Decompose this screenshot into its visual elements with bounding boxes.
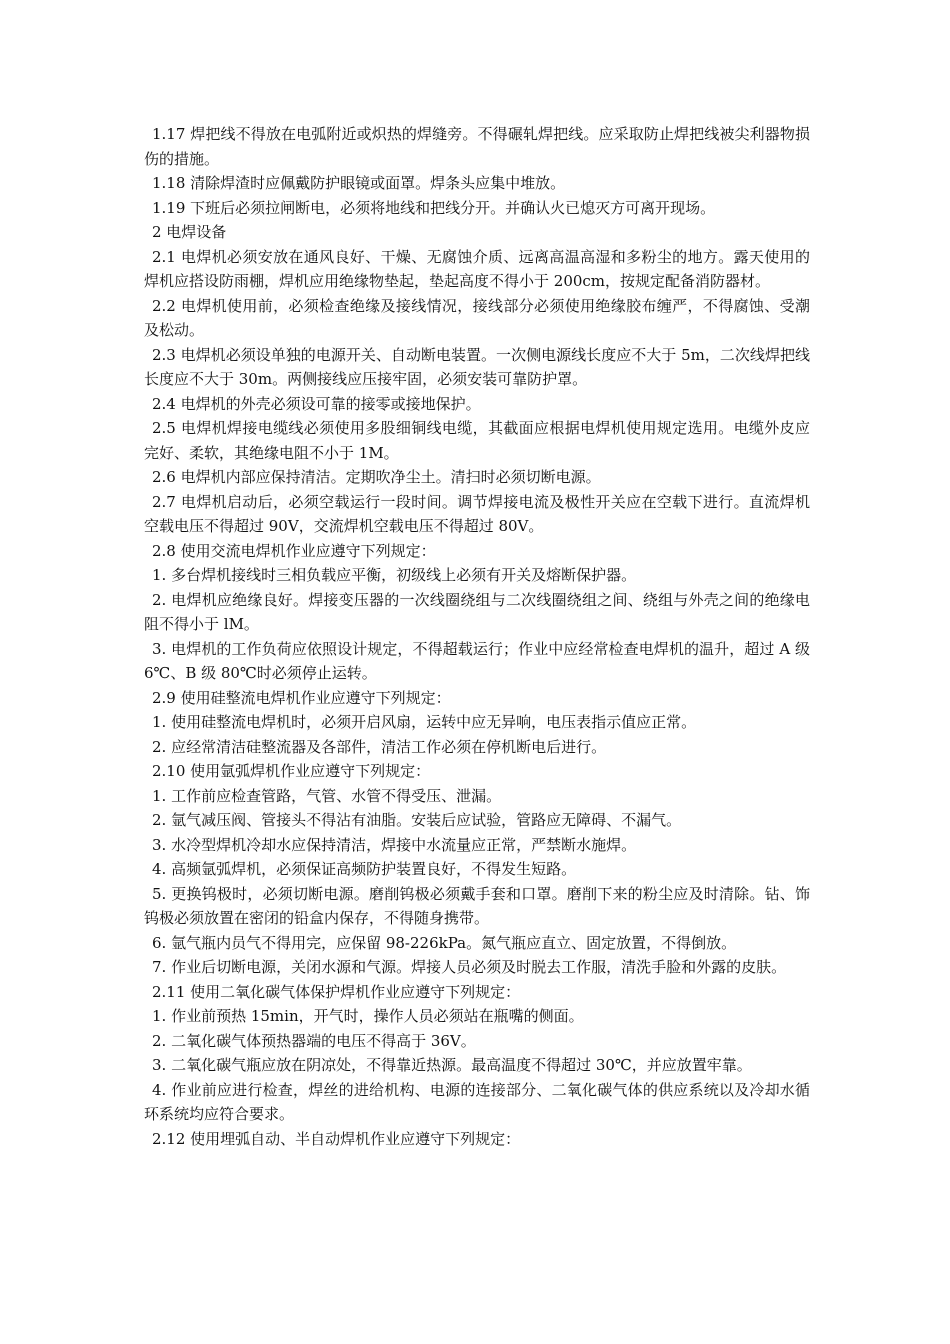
- paragraph-2-4: 2.4 电焊机的外壳必须设可靠的接零或接地保护。: [152, 394, 481, 413]
- list-item-2-11-3: 3. 二氧化碳气瓶应放在阴凉处，不得靠近热源。最高温度不得超过 30℃，并应放置牢靠。: [152, 1056, 752, 1074]
- paragraph-2-2: 2.2 电焊机使用前，必须检查绝缘及接线情况，接线部分必须使用绝缘胶布缠严，不得腐蚀、受潮及松动。: [144, 296, 810, 339]
- list-item-2-10-7: 7. 作业后切断电源，关闭水源和气源。焊接人员必须及时脱去工作服，清洗手脸和外露的皮肤。: [152, 958, 787, 976]
- list-item-2-10-4: 4. 高频氩弧焊机，必须保证高频防护装置良好，不得发生短路。: [152, 860, 577, 878]
- paragraph-2-12: 2.12 使用埋弧自动、半自动焊机作业应遵守下列规定：: [152, 1129, 521, 1148]
- paragraph-2-3: 2.3 电焊机必须设单独的电源开关、自动断电装置。一次侧电源线长度应不大于 5m，二次线焊把线长度应不大于 30m。两侧接线应压接牢固，必须安装可靠防护罩。: [144, 345, 810, 388]
- list-item-2-10-5: 5. 更换钨极时，必须切断电源。磨削钨极必须戴手套和口罩。磨削下来的粉尘应及时清除。钻、饰钨极必须放置在密闭的铅盒内保存，不得随身携带。: [144, 884, 810, 927]
- list-item-2-11-4: 4. 作业前应进行检查，焊丝的进给机构、电源的连接部分、二氧化碳气体的供应系统以及冷却水循环系统均应符合要求。: [144, 1080, 810, 1123]
- paragraph-2-5: 2.5 电焊机焊接电缆线必须使用多股细铜线电缆，其截面应根据电焊机使用规定选用。电缆外皮应完好、柔软，其绝缘电阻不小于 1M。: [144, 419, 810, 462]
- paragraph-2-10: 2.10 使用氩弧焊机作业应遵守下列规定：: [152, 762, 431, 780]
- list-item-2-8-3: 3. 电焊机的工作负荷应依照设计规定，不得超载运行；作业中应经常检查电焊机的温升，超过 A 级 6℃、B 级 80℃时必须停止运转。: [144, 639, 810, 682]
- list-item-2-10-2: 2. 氩气减压阀、管接头不得沾有油脂。安装后应试验，管路应无障碍、不漏气。: [152, 811, 682, 829]
- paragraph-2-6: 2.6 电焊机内部应保持清洁。定期吹净尘土。清扫时必须切断电源。: [152, 468, 601, 486]
- list-item-2-10-1: 1. 工作前应检查管路，气管、水管不得受压、泄漏。: [152, 786, 502, 805]
- list-item-2-8-1: 1. 多台焊机接线时三相负载应平衡，初级线上必须有开关及熔断保护器。: [152, 566, 637, 584]
- list-item-2-11-2: 2. 二氧化碳气体预热器端的电压不得高于 36V。: [152, 1031, 476, 1050]
- paragraph-2-8: 2.8 使用交流电焊机作业应遵守下列规定：: [152, 541, 436, 560]
- list-item-2-8-2: 2. 电焊机应绝缘良好。焊接变压器的一次线圈绕组与二次线圈绕组之间、绕组与外壳之间的绝缘电阻不得小于 lM。: [144, 590, 810, 633]
- list-item-2-10-6: 6. 氩气瓶内员气不得用完，应保留 98-226kPa。氮气瓶应直立、固定放置，不得倒放。: [152, 933, 737, 952]
- document-body: [144, 122, 810, 1151]
- list-item-2-9-2: 2. 应经常清洁硅整流器及各部件，清洁工作必须在停机断电后进行。: [152, 737, 607, 756]
- list-item-2-9-1: 1. 使用硅整流电焊机时，必须开启风扇，运转中应无异响，电压表指示值应正常。: [152, 713, 697, 731]
- section-heading-2: 2 电焊设备: [152, 223, 227, 241]
- paragraph-2-7: 2.7 电焊机启动后，必须空载运行一段时间。调节焊接电流及极性开关应在空载下进行。直流焊机空载电压不得超过 90V，交流焊机空载电压不得超过 80V。: [144, 492, 810, 535]
- paragraph-2-9: 2.9 使用硅整流电焊机作业应遵守下列规定：: [152, 688, 451, 707]
- list-item-2-11-1: 1. 作业前预热 15min，开气时，操作人员必须站在瓶嘴的侧面。: [152, 1007, 584, 1025]
- paragraph-1-19: 1.19 下班后必须拉闸断电，必须将地线和把线分开。并确认火已熄灭方可离开现场。: [152, 198, 716, 217]
- paragraph-1-18: 1.18 清除焊渣时应佩戴防护眼镜或面罩。焊条头应集中堆放。: [152, 174, 566, 192]
- paragraph-2-11: 2.11 使用二氧化碳气体保护焊机作业应遵守下列规定：: [152, 982, 521, 1001]
- paragraph-1-17: 1.17 焊把线不得放在电弧附近或炽热的焊缝旁。不得碾轧焊把线。应采取防止焊把线被尖利器物损伤的措施。: [144, 125, 810, 168]
- paragraph-2-1: 2.1 电焊机必须安放在通风良好、干燥、无腐蚀介质、远离高温高湿和多粉尘的地方。露天使用的焊机应搭设防雨棚，焊机应用绝缘物垫起，垫起高度不得小于 200cm，按规定配备消防器材。: [144, 247, 810, 290]
- list-item-2-10-3: 3. 水冷型焊机冷却水应保持清洁，焊接中水流量应正常，严禁断水施焊。: [152, 835, 637, 854]
